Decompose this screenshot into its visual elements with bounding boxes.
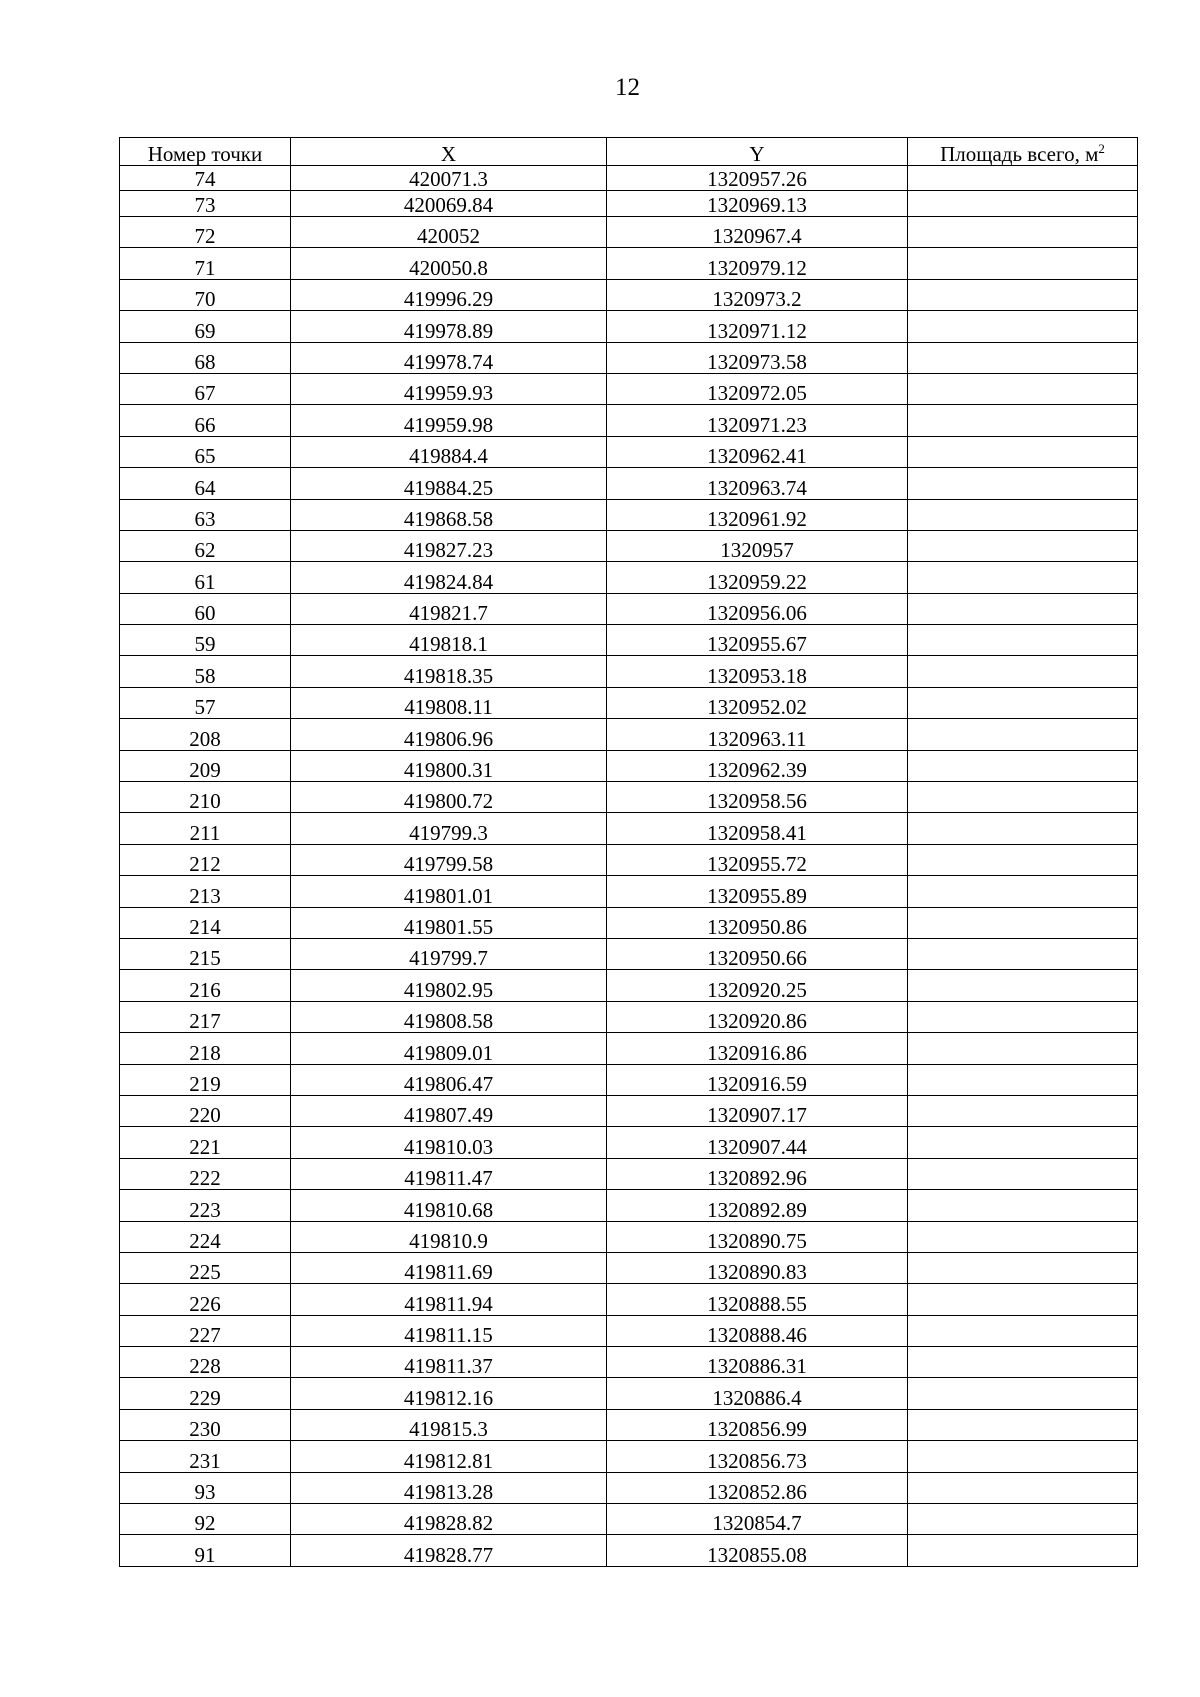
cell-y: 1320957.26: [607, 166, 908, 191]
table-row: [120, 1378, 1138, 1409]
cell-y: 1320962.39: [607, 750, 908, 781]
cell-y: 1320967.4: [607, 217, 908, 248]
cell-area: [908, 1033, 1138, 1064]
cell-y: 1320953.18: [607, 656, 908, 687]
table-row: [120, 813, 1138, 844]
cell-y: 1320958.41: [607, 813, 908, 844]
cell-x: 419808.58: [291, 1001, 607, 1032]
cell-y: 1320950.86: [607, 907, 908, 938]
cell-point-number: 72: [120, 217, 291, 248]
table-header-row: [120, 138, 1138, 166]
header-area-label: Площадь всего, м: [940, 142, 1099, 166]
cell-area: [908, 1001, 1138, 1032]
coordinates-table: [119, 137, 1138, 1567]
cell-point-number: 211: [120, 813, 291, 844]
cell-x: 419884.4: [291, 436, 607, 467]
cell-point-number: 222: [120, 1158, 291, 1189]
cell-point-number: 216: [120, 970, 291, 1001]
cell-point-number: 229: [120, 1378, 291, 1409]
cell-x: 419828.82: [291, 1504, 607, 1535]
cell-x: 419812.81: [291, 1441, 607, 1472]
cell-point-number: 74: [120, 166, 291, 191]
cell-x: 420071.3: [291, 166, 607, 191]
cell-area: [908, 593, 1138, 624]
table-row: [120, 876, 1138, 907]
cell-x: 420069.84: [291, 191, 607, 217]
cell-y: 1320888.46: [607, 1315, 908, 1346]
cell-x: 419884.25: [291, 468, 607, 499]
page-number: 12: [615, 74, 640, 101]
cell-y: 1320955.67: [607, 625, 908, 656]
cell-point-number: 57: [120, 687, 291, 718]
cell-y: 1320886.31: [607, 1347, 908, 1378]
cell-area: [908, 499, 1138, 530]
cell-point-number: 224: [120, 1221, 291, 1252]
cell-y: 1320962.41: [607, 436, 908, 467]
cell-point-number: 226: [120, 1284, 291, 1315]
cell-area: [908, 1064, 1138, 1095]
cell-y: 1320920.86: [607, 1001, 908, 1032]
cell-point-number: 223: [120, 1190, 291, 1221]
cell-area: [908, 876, 1138, 907]
table-row: [120, 750, 1138, 781]
table-row: [120, 970, 1138, 1001]
table-row: [120, 844, 1138, 875]
cell-x: 419818.1: [291, 625, 607, 656]
cell-x: 419802.95: [291, 970, 607, 1001]
cell-x: 419811.15: [291, 1315, 607, 1346]
cell-point-number: 228: [120, 1347, 291, 1378]
cell-area: [908, 530, 1138, 561]
cell-area: [908, 625, 1138, 656]
cell-area: [908, 844, 1138, 875]
cell-x: 419799.58: [291, 844, 607, 875]
cell-point-number: 230: [120, 1409, 291, 1440]
cell-x: 419828.77: [291, 1535, 607, 1566]
cell-area: [908, 1284, 1138, 1315]
cell-point-number: 91: [120, 1535, 291, 1566]
cell-point-number: 66: [120, 405, 291, 436]
cell-area: [908, 405, 1138, 436]
cell-point-number: 225: [120, 1252, 291, 1283]
cell-point-number: 217: [120, 1001, 291, 1032]
cell-y: 1320955.72: [607, 844, 908, 875]
table-row: [120, 1504, 1138, 1535]
table-row: [120, 342, 1138, 373]
cell-x: 419800.31: [291, 750, 607, 781]
cell-point-number: 231: [120, 1441, 291, 1472]
cell-area: [908, 1095, 1138, 1126]
table-row: [120, 1535, 1138, 1566]
cell-x: 419799.3: [291, 813, 607, 844]
cell-area: [908, 656, 1138, 687]
cell-x: 419996.29: [291, 279, 607, 310]
cell-area: [908, 562, 1138, 593]
cell-x: 419810.68: [291, 1190, 607, 1221]
cell-point-number: 63: [120, 499, 291, 530]
cell-point-number: 93: [120, 1472, 291, 1503]
cell-x: 419799.7: [291, 938, 607, 969]
cell-y: 1320890.83: [607, 1252, 908, 1283]
table-row: [120, 1190, 1138, 1221]
cell-y: 1320958.56: [607, 782, 908, 813]
cell-area: [908, 1535, 1138, 1566]
cell-x: 419868.58: [291, 499, 607, 530]
cell-point-number: 58: [120, 656, 291, 687]
cell-point-number: 221: [120, 1127, 291, 1158]
table-row: [120, 719, 1138, 750]
cell-x: 420052: [291, 217, 607, 248]
cell-y: 1320972.05: [607, 373, 908, 404]
table-row: [120, 1252, 1138, 1283]
cell-x: 419809.01: [291, 1033, 607, 1064]
cell-area: [908, 1127, 1138, 1158]
cell-point-number: 92: [120, 1504, 291, 1535]
cell-area: [908, 248, 1138, 279]
table-row: [120, 1315, 1138, 1346]
cell-x: 419978.89: [291, 311, 607, 342]
table-row: [120, 1064, 1138, 1095]
cell-area: [908, 279, 1138, 310]
cell-x: 419806.96: [291, 719, 607, 750]
cell-x: 419821.7: [291, 593, 607, 624]
cell-point-number: 227: [120, 1315, 291, 1346]
cell-area: [908, 166, 1138, 191]
table-row: [120, 436, 1138, 467]
cell-area: [908, 782, 1138, 813]
cell-point-number: 64: [120, 468, 291, 499]
cell-x: 419811.47: [291, 1158, 607, 1189]
cell-point-number: 71: [120, 248, 291, 279]
table-row: [120, 217, 1138, 248]
cell-y: 1320916.59: [607, 1064, 908, 1095]
cell-x: 419801.55: [291, 907, 607, 938]
cell-y: 1320956.06: [607, 593, 908, 624]
table-row: [120, 593, 1138, 624]
cell-point-number: 208: [120, 719, 291, 750]
cell-y: 1320854.7: [607, 1504, 908, 1535]
cell-y: 1320969.13: [607, 191, 908, 217]
cell-x: 419807.49: [291, 1095, 607, 1126]
cell-point-number: 209: [120, 750, 291, 781]
cell-x: 419811.69: [291, 1252, 607, 1283]
table-row: [120, 1095, 1138, 1126]
cell-y: 1320920.25: [607, 970, 908, 1001]
cell-y: 1320957: [607, 530, 908, 561]
table-row: [120, 782, 1138, 813]
cell-area: [908, 1190, 1138, 1221]
cell-x: 419959.93: [291, 373, 607, 404]
table-row: [120, 1221, 1138, 1252]
cell-x: 419810.9: [291, 1221, 607, 1252]
cell-y: 1320852.86: [607, 1472, 908, 1503]
cell-point-number: 212: [120, 844, 291, 875]
cell-x: 419801.01: [291, 876, 607, 907]
cell-y: 1320979.12: [607, 248, 908, 279]
cell-y: 1320952.02: [607, 687, 908, 718]
cell-y: 1320973.2: [607, 279, 908, 310]
cell-point-number: 219: [120, 1064, 291, 1095]
cell-area: [908, 1158, 1138, 1189]
cell-point-number: 215: [120, 938, 291, 969]
cell-point-number: 65: [120, 436, 291, 467]
cell-x: 419824.84: [291, 562, 607, 593]
table-row: [120, 1001, 1138, 1032]
cell-area: [908, 1441, 1138, 1472]
cell-area: [908, 907, 1138, 938]
cell-area: [908, 938, 1138, 969]
cell-y: 1320971.23: [607, 405, 908, 436]
table-row: [120, 1158, 1138, 1189]
cell-x: 419811.37: [291, 1347, 607, 1378]
cell-area: [908, 311, 1138, 342]
header-x: X: [291, 138, 607, 166]
table-row: [120, 530, 1138, 561]
table-row: [120, 248, 1138, 279]
cell-point-number: 218: [120, 1033, 291, 1064]
cell-y: 1320961.92: [607, 499, 908, 530]
cell-area: [908, 436, 1138, 467]
cell-x: 419818.35: [291, 656, 607, 687]
cell-y: 1320973.58: [607, 342, 908, 373]
cell-x: 419827.23: [291, 530, 607, 561]
cell-y: 1320916.86: [607, 1033, 908, 1064]
cell-point-number: 60: [120, 593, 291, 624]
cell-y: 1320907.44: [607, 1127, 908, 1158]
cell-y: 1320955.89: [607, 876, 908, 907]
cell-y: 1320856.99: [607, 1409, 908, 1440]
cell-x: 419806.47: [291, 1064, 607, 1095]
table-row: [120, 938, 1138, 969]
cell-area: [908, 342, 1138, 373]
cell-point-number: 210: [120, 782, 291, 813]
cell-point-number: 69: [120, 311, 291, 342]
cell-y: 1320855.08: [607, 1535, 908, 1566]
cell-point-number: 67: [120, 373, 291, 404]
cell-area: [908, 719, 1138, 750]
cell-point-number: 73: [120, 191, 291, 217]
cell-point-number: 62: [120, 530, 291, 561]
table-row: [120, 311, 1138, 342]
cell-point-number: 214: [120, 907, 291, 938]
table-row: [120, 625, 1138, 656]
cell-point-number: 70: [120, 279, 291, 310]
cell-x: 419959.98: [291, 405, 607, 436]
cell-point-number: 59: [120, 625, 291, 656]
cell-area: [908, 1347, 1138, 1378]
table-row: [120, 1472, 1138, 1503]
header-area: [908, 138, 1138, 166]
cell-x: 419815.3: [291, 1409, 607, 1440]
cell-y: 1320959.22: [607, 562, 908, 593]
cell-point-number: 61: [120, 562, 291, 593]
table-row: [120, 1127, 1138, 1158]
cell-y: 1320950.66: [607, 938, 908, 969]
cell-area: [908, 217, 1138, 248]
cell-point-number: 213: [120, 876, 291, 907]
cell-area: [908, 191, 1138, 217]
table-row: [120, 279, 1138, 310]
cell-y: 1320856.73: [607, 1441, 908, 1472]
cell-x: 419811.94: [291, 1284, 607, 1315]
cell-point-number: 220: [120, 1095, 291, 1126]
table-row: [120, 499, 1138, 530]
table-row: [120, 468, 1138, 499]
cell-x: 419810.03: [291, 1127, 607, 1158]
cell-x: 419812.16: [291, 1378, 607, 1409]
cell-y: 1320907.17: [607, 1095, 908, 1126]
header-y: Y: [607, 138, 908, 166]
table-row: [120, 1284, 1138, 1315]
cell-area: [908, 1504, 1138, 1535]
cell-area: [908, 687, 1138, 718]
header-area-unit-power: 2: [1098, 141, 1105, 156]
table-row: [120, 656, 1138, 687]
cell-area: [908, 1409, 1138, 1440]
cell-x: 419813.28: [291, 1472, 607, 1503]
table-row: [120, 373, 1138, 404]
table-row: [120, 907, 1138, 938]
cell-area: [908, 1315, 1138, 1346]
table-row: [120, 405, 1138, 436]
table-row: [120, 1347, 1138, 1378]
cell-y: 1320963.74: [607, 468, 908, 499]
cell-area: [908, 813, 1138, 844]
table-row: [120, 191, 1138, 217]
cell-x: 420050.8: [291, 248, 607, 279]
cell-area: [908, 468, 1138, 499]
cell-area: [908, 373, 1138, 404]
cell-area: [908, 970, 1138, 1001]
table-row: [120, 1033, 1138, 1064]
cell-x: 419808.11: [291, 687, 607, 718]
header-point-number: Номер точки: [120, 138, 291, 166]
cell-point-number: 68: [120, 342, 291, 373]
cell-y: 1320886.4: [607, 1378, 908, 1409]
table-row: [120, 562, 1138, 593]
cell-x: 419800.72: [291, 782, 607, 813]
cell-area: [908, 750, 1138, 781]
cell-area: [908, 1221, 1138, 1252]
cell-y: 1320963.11: [607, 719, 908, 750]
cell-area: [908, 1472, 1138, 1503]
table-row: [120, 1441, 1138, 1472]
cell-x: 419978.74: [291, 342, 607, 373]
table-row: [120, 687, 1138, 718]
cell-area: [908, 1252, 1138, 1283]
cell-y: 1320888.55: [607, 1284, 908, 1315]
table-row: [120, 1409, 1138, 1440]
cell-y: 1320892.89: [607, 1190, 908, 1221]
cell-y: 1320971.12: [607, 311, 908, 342]
cell-area: [908, 1378, 1138, 1409]
table-row: [120, 166, 1138, 191]
cell-y: 1320890.75: [607, 1221, 908, 1252]
cell-y: 1320892.96: [607, 1158, 908, 1189]
